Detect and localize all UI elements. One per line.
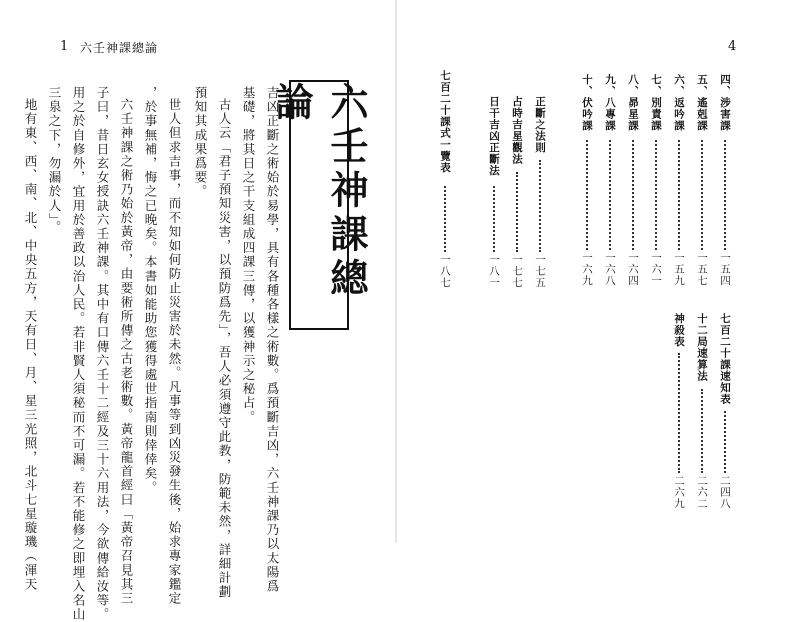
toc-leader bbox=[701, 140, 703, 250]
toc-label: 七、別責課 bbox=[650, 74, 662, 132]
toc-entry bbox=[624, 74, 642, 294]
toc-entry bbox=[716, 74, 734, 294]
toc-leader bbox=[655, 140, 657, 250]
toc-label: 八、昴星課 bbox=[627, 74, 639, 132]
chapter-title-box bbox=[269, 80, 369, 330]
toc-label: 占時吉星觀法 bbox=[511, 96, 523, 165]
toc-entry bbox=[670, 74, 688, 294]
toc-page: 二六九 bbox=[673, 475, 685, 510]
toc-label: 六、返吟課 bbox=[673, 74, 685, 132]
chapter-title: 六壬神課總論 bbox=[269, 82, 369, 302]
toc-entry bbox=[693, 74, 711, 294]
toc-leader bbox=[678, 353, 680, 473]
toc-label: 神殺表 bbox=[673, 313, 685, 348]
left-page-number: 1 bbox=[60, 39, 69, 54]
toc-leader bbox=[609, 140, 611, 250]
toc-entry bbox=[716, 313, 734, 515]
toc-entry bbox=[508, 96, 526, 294]
toc-entry bbox=[436, 70, 454, 294]
toc-label: 七百二十課式一覽表 bbox=[439, 70, 451, 174]
body-column-10: 三泉之下，勿漏於人」。 bbox=[47, 86, 62, 235]
toc-leader bbox=[724, 411, 726, 473]
toc-leader bbox=[586, 140, 588, 250]
toc-entry bbox=[485, 96, 503, 294]
toc-leader bbox=[724, 140, 726, 250]
toc-entry bbox=[670, 313, 688, 515]
toc-leader bbox=[701, 389, 703, 473]
toc-leader bbox=[444, 186, 446, 252]
toc-leader bbox=[539, 160, 541, 252]
toc-page: 一六八 bbox=[604, 252, 616, 287]
right-page-number: 4 bbox=[728, 39, 737, 54]
toc-page: 一六九 bbox=[581, 252, 593, 287]
toc-entry bbox=[647, 74, 665, 294]
body-column-7: 六壬神課之術乃始於黃帝，由要術所傳之古老術數。黃帝龍首經曰「黃帝召見其三 bbox=[119, 98, 134, 606]
toc-label: 十、伏吟課 bbox=[581, 74, 593, 132]
body-column-11: 地有東、西、南、北、中央五方，天有日、月、星三光照，北斗七星璇璣（渾天 bbox=[23, 98, 38, 592]
toc-entry bbox=[693, 313, 711, 515]
toc-page: 一七七 bbox=[511, 254, 523, 289]
body-column-5: 世人但求吉事，而不知如何防止災害於未然。凡事等到凶災發生後，始求專家鑑定 bbox=[167, 98, 182, 606]
toc-page: 一五四 bbox=[719, 252, 731, 287]
toc-leader bbox=[493, 186, 495, 252]
toc-entry bbox=[578, 74, 596, 294]
body-column-6: ，於事無補，悔之已晚矣。本書如能助您獲得處世指南則倖倖矣。 bbox=[143, 86, 158, 495]
toc-label: 九、八專課 bbox=[604, 74, 616, 132]
toc-page: 二六二 bbox=[696, 475, 708, 510]
toc-page: 二四八 bbox=[719, 475, 731, 510]
body-column-1: 吉凶正斷之術始於易學，具有各種各樣之術數。爲預斷吉凶，六壬神課乃以太陽爲 bbox=[265, 86, 280, 594]
toc-label: 四、涉害課 bbox=[719, 74, 731, 132]
toc-leader bbox=[516, 172, 518, 252]
toc-leader bbox=[678, 140, 680, 250]
running-head: 六壬神課總論 bbox=[80, 41, 159, 55]
toc-label: 七百二十課速知表 bbox=[719, 313, 731, 405]
toc-label: 日干吉凶正斷法 bbox=[488, 96, 500, 177]
toc-page: 一六四 bbox=[627, 252, 639, 287]
toc-leader bbox=[632, 140, 634, 250]
toc-page: 一六一 bbox=[650, 252, 662, 287]
toc-label: 十二局速算法 bbox=[696, 313, 708, 382]
body-column-8: 子曰，昔日玄女授訣六壬神課。其中有口傳六壬十二經及三十六用法，今欲傳給汝等。 bbox=[95, 86, 110, 622]
toc-label: 五、遙剋課 bbox=[696, 74, 708, 132]
toc-entry bbox=[531, 96, 549, 294]
toc-page: 一八一 bbox=[488, 254, 500, 289]
body-column-4: 預知其成果爲要。 bbox=[193, 86, 208, 199]
toc-page: 一七五 bbox=[534, 254, 546, 289]
book-spine bbox=[395, 0, 397, 543]
body-column-3: 古人云「君子預知災害，以預防爲先」，吾人必須遵守此教，防範未然，詳細計劃 bbox=[217, 98, 232, 600]
toc-page: 一八七 bbox=[439, 254, 451, 289]
toc-page: 一五九 bbox=[673, 252, 685, 287]
toc-page: 一五七 bbox=[696, 252, 708, 287]
toc-entry bbox=[601, 74, 619, 294]
body-column-2: 基礎，將其日之干支組成四課三傳，以獲神示之秘占。 bbox=[241, 86, 256, 425]
body-column-9: 用之於自修外，宜用於善政以治人民。若非賢人須秘而不可漏。若不能修之即埋入名山 bbox=[71, 86, 86, 622]
toc-label: 正斷之法則 bbox=[534, 96, 546, 154]
